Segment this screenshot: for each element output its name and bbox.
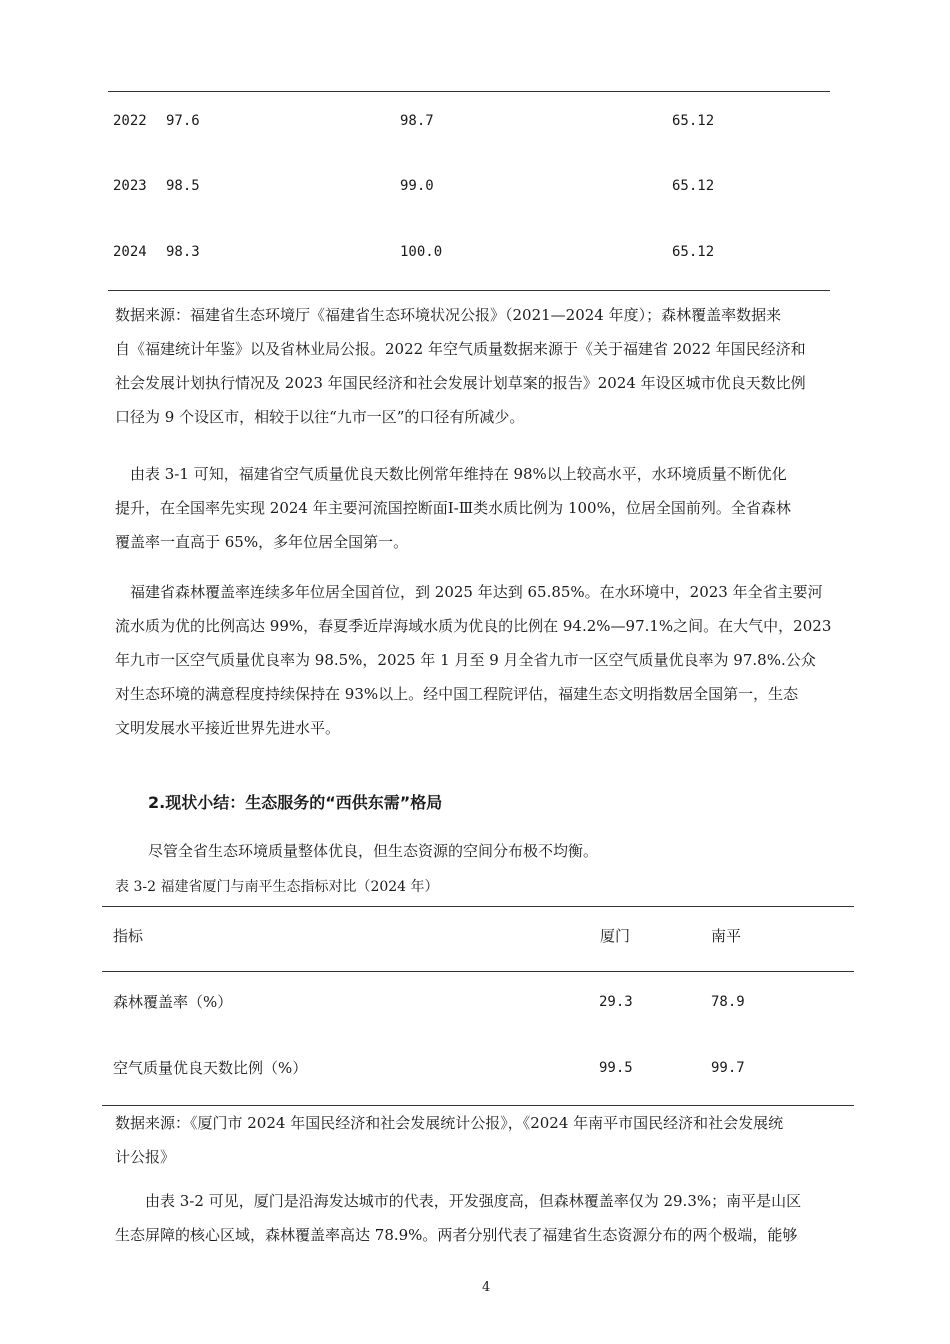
- paragraph-ecology-status: [115, 575, 860, 745]
- table2-header-xiamen: 厦门: [600, 927, 631, 945]
- table1-year: 2023: [113, 178, 147, 194]
- table1-air: 98.3: [166, 244, 200, 260]
- table1-air: 98.5: [166, 178, 200, 194]
- paragraph-line: 由表 3-2 可见，厦门是沿海发达城市的代表，开发强度高，但森林覆盖率仅为 29.3%；南平是山区: [145, 1192, 802, 1210]
- table1-water: 98.7: [400, 113, 434, 129]
- source-line: 社会发展计划执行情况及 2023 年国民经济和社会发展计划草案的报告》2024 年设区城市优良天数比例: [115, 374, 806, 392]
- table2-xiamen-value: 99.5: [599, 1060, 633, 1076]
- table2-indicator: 空气质量优良天数比例（%）: [113, 1059, 308, 1077]
- table1-forest: 65.12: [672, 178, 715, 194]
- paragraph-line: 提升，在全国率先实现 2024 年主要河流国控断面Ⅰ-Ⅲ类水质比例为 100%，位居全国前列。全省森林: [115, 499, 791, 517]
- table2-header-nanping: 南平: [711, 927, 742, 945]
- paragraph-comparison: [115, 1184, 860, 1252]
- source-line: 数据来源：《厦门市 2024 年国民经济和社会发展统计公报》，《2024 年南平市国民经济和社会发展统: [115, 1114, 784, 1132]
- source-line: 计公报》: [115, 1148, 176, 1166]
- table1-top-rule: [108, 91, 830, 92]
- table1-air: 97.6: [166, 113, 200, 129]
- paragraph-line: 生态屏障的核心区域，森林覆盖率高达 78.9%。两者分别代表了福建省生态资源分布的两个极端，能够: [115, 1226, 798, 1244]
- table2-nanping-value: 99.7: [711, 1060, 745, 1076]
- source-line: 自《福建统计年鉴》以及省林业局公报。2022 年空气质量数据来源于《关于福建省 2022 年国民经济和: [115, 340, 806, 358]
- paragraph-imbalance: 尽管全省生态环境质量整体优良，但生态资源的空间分布极不均衡。: [148, 842, 599, 860]
- paragraph-line: 由表 3-1 可知，福建省空气质量优良天数比例常年维持在 98%以上较高水平，水环境质量不断优化: [130, 465, 787, 483]
- table1-source-note: [115, 298, 860, 434]
- table1-year: 2024: [113, 244, 147, 260]
- table2-top-rule: [102, 906, 854, 907]
- paragraph-line: 年九市一区空气质量优良率为 98.5%，2025 年 1 月至 9 月全省九市一区空气质量优良率为 97.8%.公众: [115, 651, 816, 669]
- table2-nanping-value: 78.9: [711, 994, 745, 1010]
- table1-water: 99.0: [400, 178, 434, 194]
- table2-caption: 表 3-2 福建省厦门与南平生态指标对比（2024 年）: [115, 879, 439, 895]
- paragraph-line: 福建省森林覆盖率连续多年位居全国首位，到 2025 年达到 65.85%。在水环境中，2023 年全省主要河: [130, 583, 823, 601]
- table2-header-rule: [102, 971, 854, 972]
- table2-indicator: 森林覆盖率（%）: [113, 993, 233, 1011]
- table1-bottom-rule: [108, 290, 830, 291]
- table1-year: 2022: [113, 113, 147, 129]
- table2-header-indicator: 指标: [113, 927, 144, 945]
- paragraph-line: 对生态环境的满意程度持续保持在 93%以上。经中国工程院评估，福建生态文明指数居全国第一，生态: [115, 685, 799, 703]
- paragraph-line: 覆盖率一直高于 65%，多年位居全国第一。: [115, 533, 409, 551]
- table2-xiamen-value: 29.3: [599, 994, 633, 1010]
- table2-source-note: [115, 1106, 860, 1174]
- paragraph-line: 流水质为优的比例高达 99%，春夏季近岸海域水质为优良的比例在 94.2%—97.1%之间。在大气中，2023: [115, 617, 832, 635]
- source-line: 口径为 9 个设区市，相较于以往“九市一区”的口径有所减少。: [115, 408, 525, 426]
- source-line: 数据来源：福建省生态环境厅《福建省生态环境状况公报》（2021—2024 年度）；森林覆盖率数据来: [115, 306, 782, 324]
- page-number: 4: [482, 1280, 491, 1295]
- table1-water: 100.0: [400, 244, 443, 260]
- paragraph-line: 文明发展水平接近世界先进水平。: [115, 719, 341, 737]
- paragraph-table-analysis: [115, 457, 860, 559]
- section-heading: 2.现状小结：生态服务的“西供东需”格局: [148, 793, 443, 812]
- table1-forest: 65.12: [672, 244, 715, 260]
- table1-forest: 65.12: [672, 113, 715, 129]
